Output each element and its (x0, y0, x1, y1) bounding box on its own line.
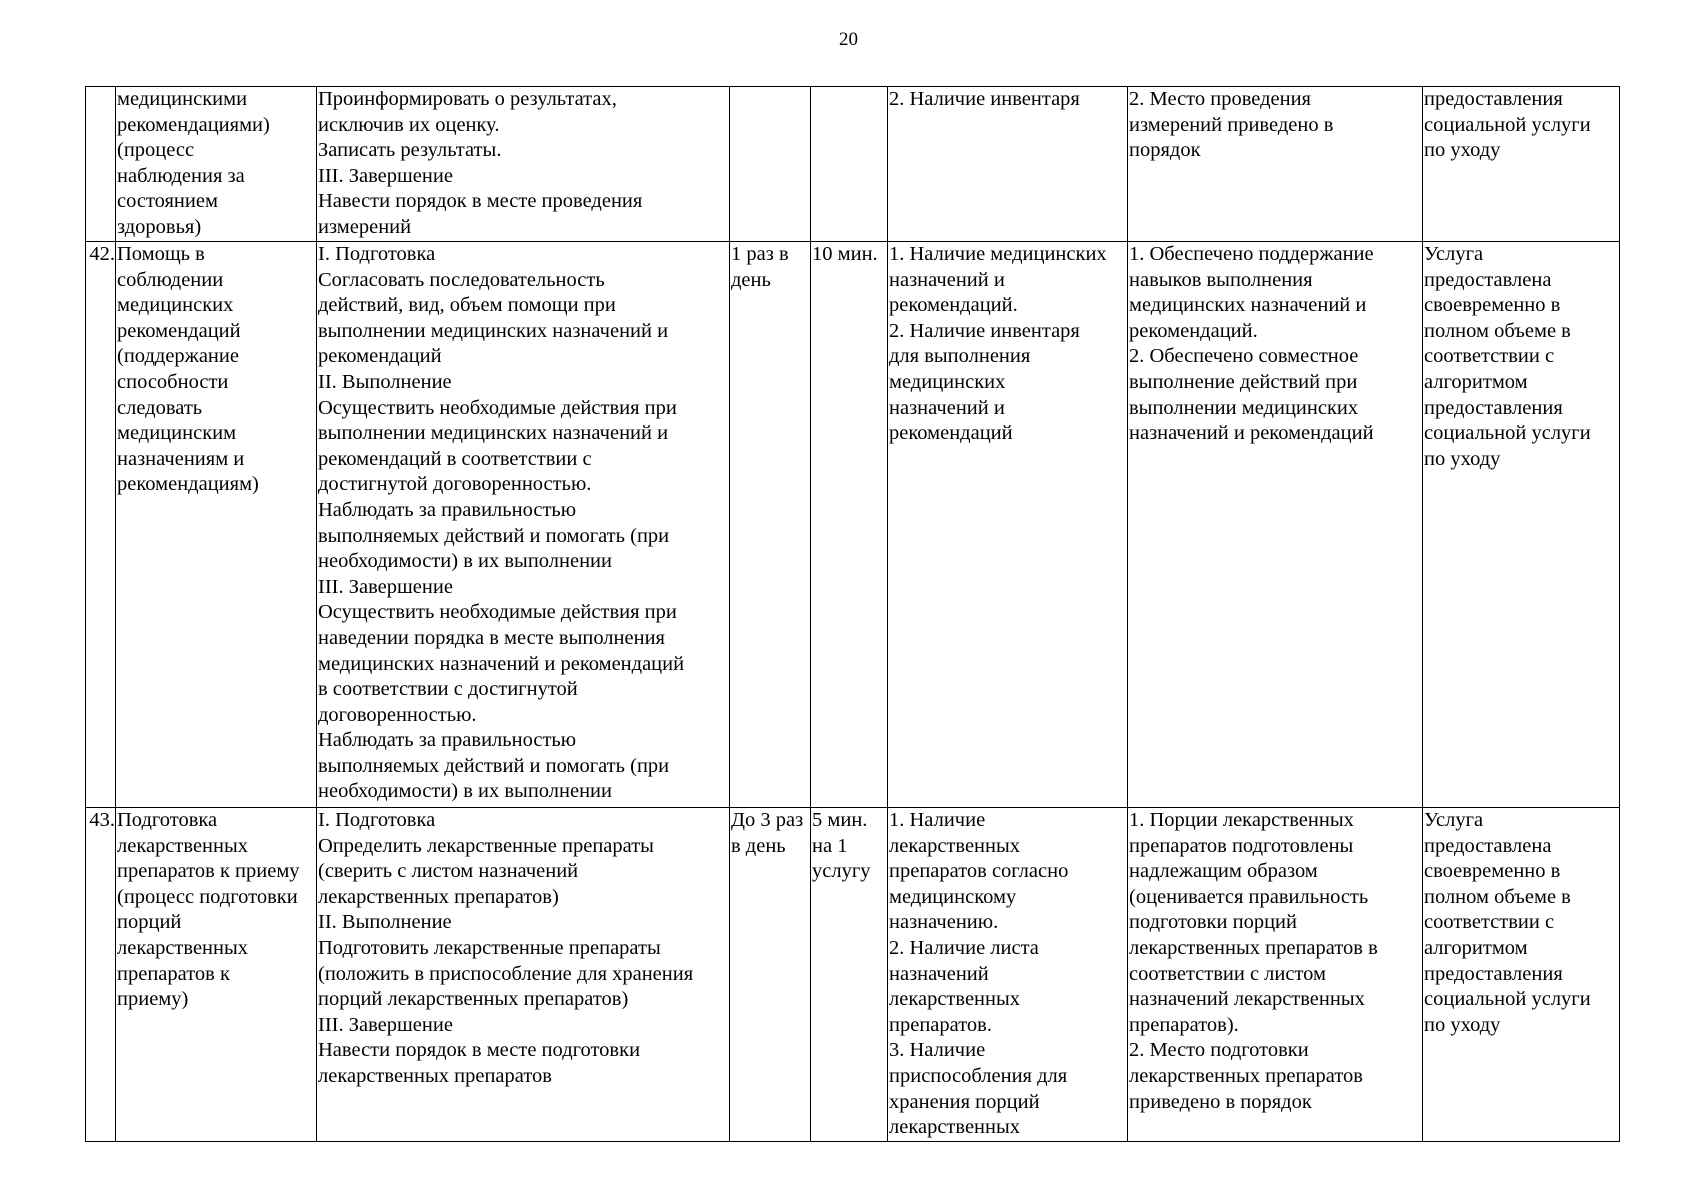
table-row (86, 87, 1620, 242)
table-row (86, 242, 1620, 808)
frequency-cell: 1 раз в день (730, 242, 811, 808)
page-number: 20 (839, 29, 858, 50)
results-cell: 2. Место проведения измерений приведено в порядок (1128, 87, 1423, 242)
frequency-cell (730, 87, 811, 242)
duration-cell: 10 мин. (811, 242, 888, 808)
row-number-cell: 42. (86, 242, 116, 808)
service-name-cell: Помощь в соблюдении медицинских рекомендаций (поддержание способности следовать медицинским назначениям и рекомендациям) (116, 242, 317, 808)
service-name-cell: Подготовка лекарственных препаратов к приему (процесс подготовки порций лекарственных препаратов к приему) (116, 808, 317, 1142)
conditions-cell: 1. Наличие медицинских назначений и рекомендаций. 2. Наличие инвентаря для выполнения медицинских назначений и рекомендаций (888, 242, 1128, 808)
duration-cell (811, 87, 888, 242)
service-name-cell: медицинскими рекомендациями) (процесс наблюдения за состоянием здоровья) (116, 87, 317, 242)
procedure-cell: I. Подготовка Определить лекарственные препараты (сверить с листом назначений лекарственных препаратов) II. Выполнение Подготовить лекарственные препараты (положить в приспособление для хранения порций лекарственных препаратов) III. Завершение Навести порядок в месте подготовки лекарственных препаратов (317, 808, 730, 1142)
row-number-cell (86, 87, 116, 242)
procedure-cell: I. Подготовка Согласовать последовательность действий, вид, объем помощи при выполнении медицинских назначений и рекомендаций II. Выполнение Осуществить необходимые действия при выполнении медицинских назначений и рекомендаций в соответствии с достигнутой договоренностью. Наблюдать за правильностью выполняемых действий и помогать (при необходимости) в их выполнении III. Завершение Осуществить необходимые действия при наведении порядка в месте выполнения медицинских назначений и рекомендаций в соответствии с достигнутой договоренностью. Наблюдать за правильностью выполняемых действий и помогать (при необходимости) в их выполнении (317, 242, 730, 808)
conditions-cell: 1. Наличие лекарственных препаратов согласно медицинскому назначению. 2. Наличие листа назначений лекарственных препаратов. 3. Наличие приспособления для хранения порций лекарственных (888, 808, 1128, 1142)
quality-cell: предоставления социальной услуги по уходу (1423, 87, 1620, 242)
procedure-cell: Проинформировать о результатах, исключив их оценку. Записать результаты. III. Завершение Навести порядок в месте проведения измерений (317, 87, 730, 242)
duration-cell: 5 мин. на 1 услугу (811, 808, 888, 1142)
services-table (85, 86, 1620, 1142)
results-cell: 1. Обеспечено поддержание навыков выполнения медицинских назначений и рекомендаций. 2. Обеспечено совместное выполнение действий при выполнении медицинских назначений и рекомендаций (1128, 242, 1423, 808)
quality-cell: Услуга предоставлена своевременно в полном объеме в соответствии с алгоритмом предоставления социальной услуги по уходу (1423, 808, 1620, 1142)
conditions-cell: 2. Наличие инвентаря (888, 87, 1128, 242)
table-row (86, 808, 1620, 1142)
quality-cell: Услуга предоставлена своевременно в полном объеме в соответствии с алгоритмом предоставления социальной услуги по уходу (1423, 242, 1620, 808)
row-number-cell: 43. (86, 808, 116, 1142)
results-cell: 1. Порции лекарственных препаратов подготовлены надлежащим образом (оценивается правильность подготовки порций лекарственных препаратов в соответствии с листом назначений лекарственных препаратов). 2. Место подготовки лекарственных препаратов приведено в порядок (1128, 808, 1423, 1142)
frequency-cell: До 3 раз в день (730, 808, 811, 1142)
